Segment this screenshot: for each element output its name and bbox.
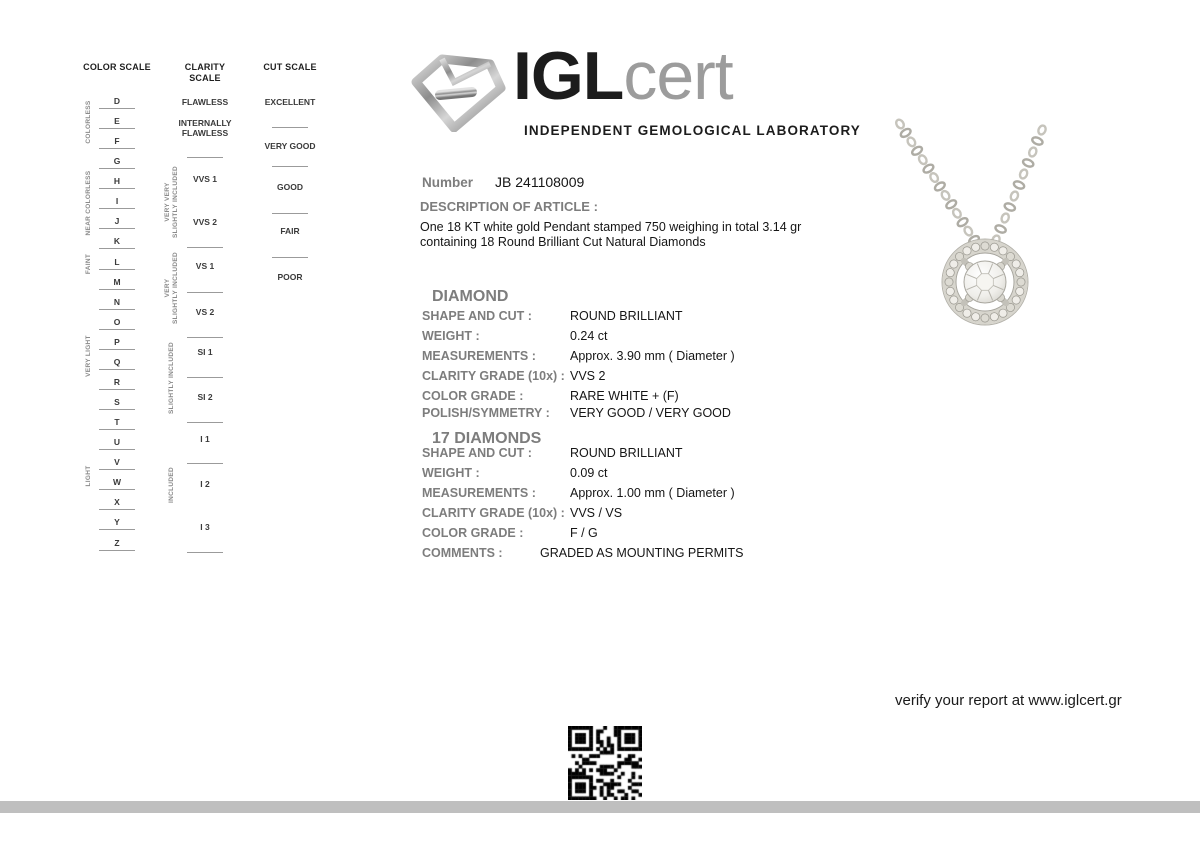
section-title: 17 DIAMONDS bbox=[432, 430, 542, 447]
logo-cert: cert bbox=[623, 38, 733, 114]
clarity-grade-item: VS 1 bbox=[195, 261, 215, 271]
color-grade-Z: Z bbox=[99, 531, 135, 551]
clarity-group-label bbox=[168, 342, 176, 414]
clarity-grade-item: I 1 bbox=[200, 434, 210, 444]
spec-value: 0.24 ct bbox=[570, 329, 608, 343]
verify-report-text: verify your report at www.iglcert.gr bbox=[895, 692, 1122, 709]
spec-value: F / G bbox=[570, 526, 598, 540]
number-label: Number bbox=[422, 175, 474, 190]
color-grade-N: N bbox=[99, 290, 135, 310]
chain-left bbox=[895, 118, 981, 245]
color-grade-P: P bbox=[99, 330, 135, 350]
clarity-grade-item: INTERNALLY FLAWLESS bbox=[178, 118, 232, 138]
color-grade-M: M bbox=[99, 270, 135, 290]
spec-value: ROUND BRILLIANT bbox=[570, 446, 683, 460]
color-grade-I: I bbox=[99, 189, 135, 209]
logo-wordmark bbox=[513, 38, 733, 114]
color-grade-F: F bbox=[99, 129, 135, 149]
color-group-label: LIGHT bbox=[85, 465, 92, 487]
description-heading: DESCRIPTION OF ARTICLE : bbox=[420, 199, 598, 214]
spec-label: COMMENTS : bbox=[422, 546, 503, 560]
clarity-scale-divider bbox=[187, 552, 223, 553]
clarity-grade-item: VVS 2 bbox=[192, 217, 218, 227]
clarity-scale-title: CLARITY SCALE bbox=[184, 62, 226, 83]
color-grade-U: U bbox=[99, 430, 135, 450]
cut-grade-item: VERY GOOD bbox=[264, 141, 316, 151]
spec-label: SHAPE AND CUT : bbox=[422, 309, 532, 323]
clarity-group-label bbox=[164, 166, 180, 238]
center-diamond bbox=[964, 261, 1006, 303]
cut-scale-divider bbox=[272, 127, 308, 128]
spec-label: MEASUREMENTS : bbox=[422, 486, 536, 500]
spec-label: MEASUREMENTS : bbox=[422, 349, 536, 363]
spec-value: VVS / VS bbox=[570, 506, 623, 520]
clarity-grade-item: SI 1 bbox=[197, 347, 213, 357]
section-title: DIAMOND bbox=[432, 288, 509, 305]
spec-label: COLOR GRADE : bbox=[422, 526, 524, 540]
color-group-label: FAINT bbox=[85, 253, 92, 275]
color-grade-X: X bbox=[99, 490, 135, 510]
spec-label: WEIGHT : bbox=[422, 466, 480, 480]
logo-igl: IGL bbox=[513, 38, 624, 114]
spec-label: WEIGHT : bbox=[422, 329, 480, 343]
color-grade-O: O bbox=[99, 310, 135, 330]
spec-value: VERY GOOD / VERY GOOD bbox=[570, 406, 731, 420]
spec-value: ROUND BRILLIANT bbox=[570, 309, 683, 323]
cut-grade-item: FAIR bbox=[280, 226, 300, 236]
logo-tagline: INDEPENDENT GEMOLOGICAL LABORATORY bbox=[524, 123, 861, 138]
clarity-scale-divider bbox=[187, 377, 223, 378]
clarity-scale-divider bbox=[187, 247, 223, 248]
clarity-scale-divider bbox=[187, 292, 223, 293]
clarity-grade-item: SI 2 bbox=[197, 392, 213, 402]
cut-scale-title: CUT SCALE bbox=[263, 62, 317, 72]
number-value: JB 241108009 bbox=[495, 174, 585, 190]
clarity-scale-divider bbox=[187, 422, 223, 423]
spec-value: Approx. 1.00 mm ( Diameter ) bbox=[570, 486, 735, 500]
clarity-group-line: VERY VERY bbox=[164, 182, 171, 222]
spec-value: GRADED AS MOUNTING PERMITS bbox=[540, 546, 744, 560]
color-grade-V: V bbox=[99, 450, 135, 470]
color-grade-W: W bbox=[99, 470, 135, 490]
spec-label: SHAPE AND CUT : bbox=[422, 446, 532, 460]
cut-scale-divider bbox=[272, 257, 308, 258]
clarity-group-line: SLIGHTLY INCLUDED bbox=[172, 166, 179, 238]
spec-label: CLARITY GRADE (10x) : bbox=[422, 506, 565, 520]
clarity-grade-item: VVS 1 bbox=[192, 174, 218, 184]
color-grade-R: R bbox=[99, 370, 135, 390]
clarity-group-line: SLIGHTLY INCLUDED bbox=[172, 252, 179, 324]
spec-label: COLOR GRADE : bbox=[422, 389, 524, 403]
pendant-photo bbox=[862, 108, 1152, 353]
clarity-grade-item: I 3 bbox=[200, 522, 210, 532]
color-grade-H: H bbox=[99, 169, 135, 189]
clarity-group-label bbox=[164, 252, 180, 324]
spec-label: POLISH/SYMMETRY : bbox=[422, 406, 550, 420]
clarity-grade-item: I 2 bbox=[200, 479, 210, 489]
clarity-group-line: SLIGHTLY INCLUDED bbox=[168, 342, 175, 414]
diamond-logo-icon bbox=[402, 50, 507, 132]
color-grade-K: K bbox=[99, 229, 135, 249]
color-grade-Y: Y bbox=[99, 510, 135, 530]
spec-value: RARE WHITE + (F) bbox=[570, 389, 679, 403]
spec-value: 0.09 ct bbox=[570, 466, 608, 480]
cut-grade-item: GOOD bbox=[277, 182, 303, 192]
color-grade-D: D bbox=[99, 89, 135, 109]
clarity-grade-item: FLAWLESS bbox=[181, 97, 229, 107]
description-line: One 18 KT white gold Pendant stamped 750 weighing in total 3.14 gr bbox=[420, 220, 802, 234]
cut-scale-divider bbox=[272, 166, 308, 167]
color-grade-T: T bbox=[99, 410, 135, 430]
color-grade-J: J bbox=[99, 209, 135, 229]
clarity-scale-divider bbox=[187, 157, 223, 158]
cut-grade-item: POOR bbox=[277, 272, 303, 282]
color-grade-G: G bbox=[99, 149, 135, 169]
chain-right bbox=[991, 124, 1047, 245]
color-grade-Q: Q bbox=[99, 350, 135, 370]
color-grade-L: L bbox=[99, 250, 135, 270]
color-group-label: NEAR COLORLESS bbox=[85, 170, 92, 236]
color-scale-title: COLOR SCALE bbox=[83, 62, 151, 72]
color-grade-E: E bbox=[99, 109, 135, 129]
spec-value: VVS 2 bbox=[570, 369, 606, 383]
description-line: containing 18 Round Brilliant Cut Natural Diamonds bbox=[420, 235, 706, 249]
color-group-label: COLORLESS bbox=[85, 100, 92, 144]
certificate-number-row bbox=[422, 174, 584, 190]
cut-grade-item: EXCELLENT bbox=[264, 97, 316, 107]
clarity-group-line: VERY bbox=[164, 278, 171, 298]
footer-divider-bar bbox=[0, 801, 1200, 813]
clarity-scale-divider bbox=[187, 337, 223, 338]
clarity-grade-item: VS 2 bbox=[195, 307, 215, 317]
color-grade-S: S bbox=[99, 390, 135, 410]
spec-label: CLARITY GRADE (10x) : bbox=[422, 369, 565, 383]
cut-scale-divider bbox=[272, 213, 308, 214]
qr-code bbox=[568, 726, 642, 800]
spec-value: Approx. 3.90 mm ( Diameter ) bbox=[570, 349, 735, 363]
clarity-scale-divider bbox=[187, 463, 223, 464]
color-group-label: VERY LIGHT bbox=[85, 335, 92, 377]
clarity-group-label bbox=[168, 467, 176, 503]
clarity-group-line: INCLUDED bbox=[168, 467, 175, 503]
